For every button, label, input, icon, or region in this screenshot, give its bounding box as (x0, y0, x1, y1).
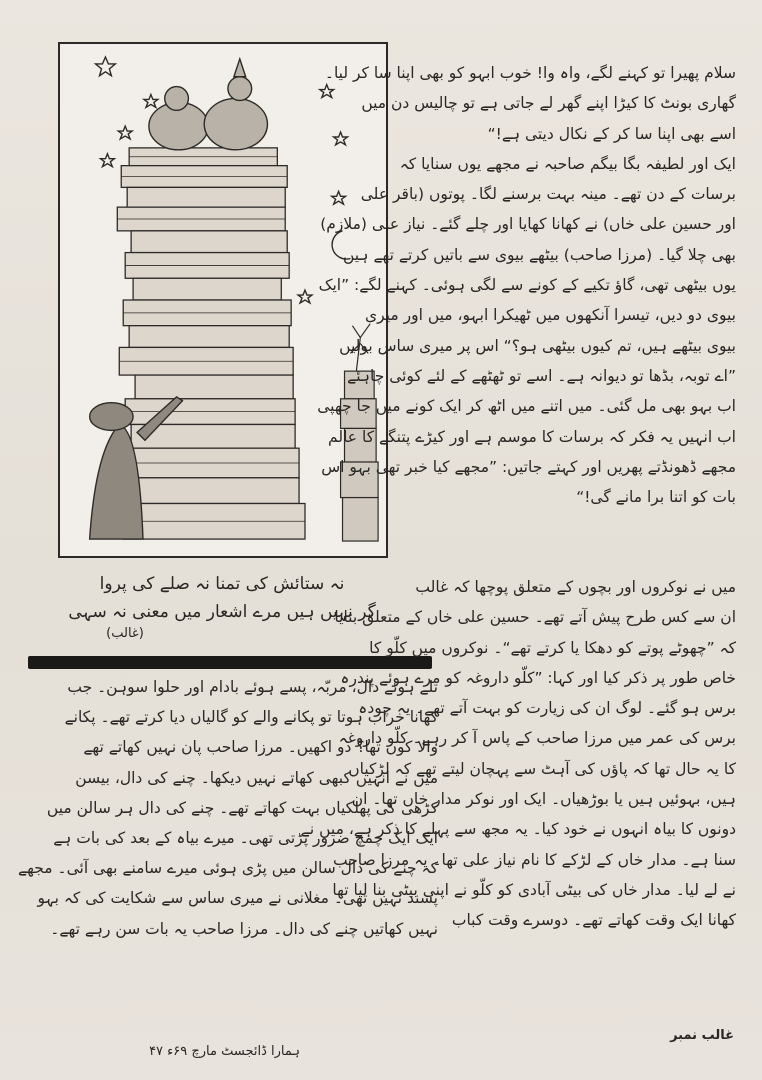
text-line: ”اے توبہ، بڈھا تو دیوانہ ہے۔ اسے تو ٹھٹھے کے لئے کوئی چاہئے (347, 366, 736, 385)
left-column (18, 672, 438, 944)
text-line: ایک اور لطیفہ بگا بیگم صاحبہ نے مجھے یوں سنایا کہ (399, 154, 736, 173)
couplet-line-2: گر نہیں ہیں مرے اشعار میں معنی نہ سہی (68, 602, 376, 622)
text-line: کا یہ حال تھا کہ پاؤں کی آہٹ سے پہچان لیتے تھے کہ لڑکیاں (348, 759, 736, 778)
text-line: ہیں، بہوئیں ہیں یا بوڑھیاں۔ ایک اور نوکر مدار خاں تھا۔ ان (351, 790, 736, 809)
right-column-top (317, 58, 736, 512)
text-line: یوں بیٹھی تھی، گاؤ تکیے کے کونے سے لگی ہوئی۔ کہنے لگے: ”ایک (318, 276, 736, 295)
text-line: کھانا خراب ہوتا تو پکانے والے کو گالیاں دیا کرتے تھے۔ پکانے (64, 708, 438, 727)
text-line: سنا ہے۔ مدار خاں کے لڑکے کا نام نیاز علی تھا۔ یہ مرزا صاحب (332, 850, 736, 869)
text-line: پسند نہیں تھی۔ مغلانی نے میری ساس سے شکایت کی کہ بہو (37, 889, 438, 908)
text-line: والا کون تھا؟ دو اکھیں۔ مرزا صاحب پان نہیں کھاتے تھے (83, 738, 438, 757)
text-line: ایک ایک چمچ ضرور پڑتی تھی۔ میرے بیاہ کے بعد کی بات ہے (53, 829, 438, 848)
text-line: بیوی بیٹھے ہیں، تم کیوں بیٹھی ہو؟“ اس پر میری ساس بولیں (339, 336, 736, 355)
text-line: تلے ہوئے دال، مربّہ، پسے ہوئے بادام اور حلوا سوہن۔ جب (67, 678, 438, 696)
text-line: کڑھی کی پھلکیاں بہت کھاتے تھے۔ چنے کی دال ہر سالن میں (46, 798, 438, 817)
text-line: گھاری بونٹ کا کیڑا اپنے گھر لے جاتی ہے تو چالیس دن میں (361, 94, 736, 113)
text-line: کہ چنے کی دال سالن میں پڑی ہوئی میرے سامنے بھی آئی۔ مجھے (18, 859, 438, 878)
text-line: برس ہو گئے۔ لوگ ان کی زیارت کو بہت آتے تھے۔ یہ چودہ (358, 699, 736, 718)
text-line: برسات کے دن تھے۔ مینہ بہت برسنے لگا۔ پوتوں (باقر علی (360, 185, 736, 204)
text-line: برس کی عمر میں مرزا صاحب کے پاس آ کر رہے۔ کلّو داروغہ (338, 729, 736, 748)
text-line: ان سے کس طرح پیش آتے تھے۔ حسین علی خاں کے متعلق بتایا (334, 608, 736, 627)
right-column-lower (300, 572, 736, 936)
footer-section-label: غالب نمبر (670, 1028, 734, 1043)
text-line: بھی چلا گیا۔ (مرزا صاحب) بیٹھے بیوی سے باتیں کرتے تھے ہیں (342, 245, 736, 264)
text-line: اسے بھی اپنا سا کر کے نکال دیتی ہے!“ (487, 124, 736, 143)
text-line: بات کو اتنا برا مانے گی!“ (576, 488, 736, 507)
footer-magazine-line: ہمارا ڈائجسٹ مارچ ۶۹ء ۴۷ (149, 1044, 300, 1059)
text-line: مجھے ڈھونڈتے پھریں اور کہتے جاتیں: ”مجھے کیا خبر تھی بہو اس (321, 457, 736, 476)
text-line: خاص طور پر ذکر کیا اور کہا: ”کلّو داروغہ کو مرے ہوئے پندرہ (340, 668, 736, 687)
text-line: سلام پھیرا تو کہنے لگے، واہ وا! خوب ابہو کو بھی اپنا سا کر لیا۔ (324, 64, 736, 82)
text-line: کہ ”چھوٹے پوتے کو دھکا یا کرتے تھے“۔ نوکروں میں کلّو کا (369, 638, 736, 657)
text-line: کھانا ایک وقت کھاتے تھے۔ دوسرے وقت کباب (451, 911, 736, 930)
text-line: دونوں کا بیاہ انہوں نے خود کیا۔ یہ مجھ سے پہلے کا ذکر ہے، میں نے (300, 820, 736, 839)
text-line: میں نے انہیں کبھی کھاتے نہیں دیکھا۔ چنے کی دال، بیسن (75, 768, 438, 787)
text-line: اب انہیں یہ فکر کہ برسات کا موسم ہے اور کیڑے پتنگے کا عالم (328, 427, 736, 446)
text-line: نے لے لیا۔ مدار خاں کی بیٹی آبادی کو کلّو نے اپنی بیٹی بنا لیا تھا (332, 880, 736, 899)
text-line: نہیں کھاتیں چنے کی دال۔ مرزا صاحب یہ بات سن رہے تھے۔ (50, 919, 438, 938)
couplet-attribution: (غالب) (106, 626, 144, 641)
couplet-line-1: نہ ستائش کی تمنا نہ صلے کی پروا (99, 574, 345, 594)
text-line: اب بہو بھی مل گئی۔ میں اتنے میں اٹھ کر ایک کونے میں جا چھپی (317, 397, 736, 416)
text-line: اور حسین علی خاں) نے کھانا کھایا اور چلے گئے۔ نیاز علی (ملازم) (320, 215, 736, 234)
text-line: میں نے نوکروں اور بچوں کے متعلق پوچھا کہ غالب (415, 578, 736, 596)
text-line: بیوی دو دیں، تیسرا آنکھوں میں ٹھیکرا ابہو، میں اور میری (365, 306, 736, 325)
